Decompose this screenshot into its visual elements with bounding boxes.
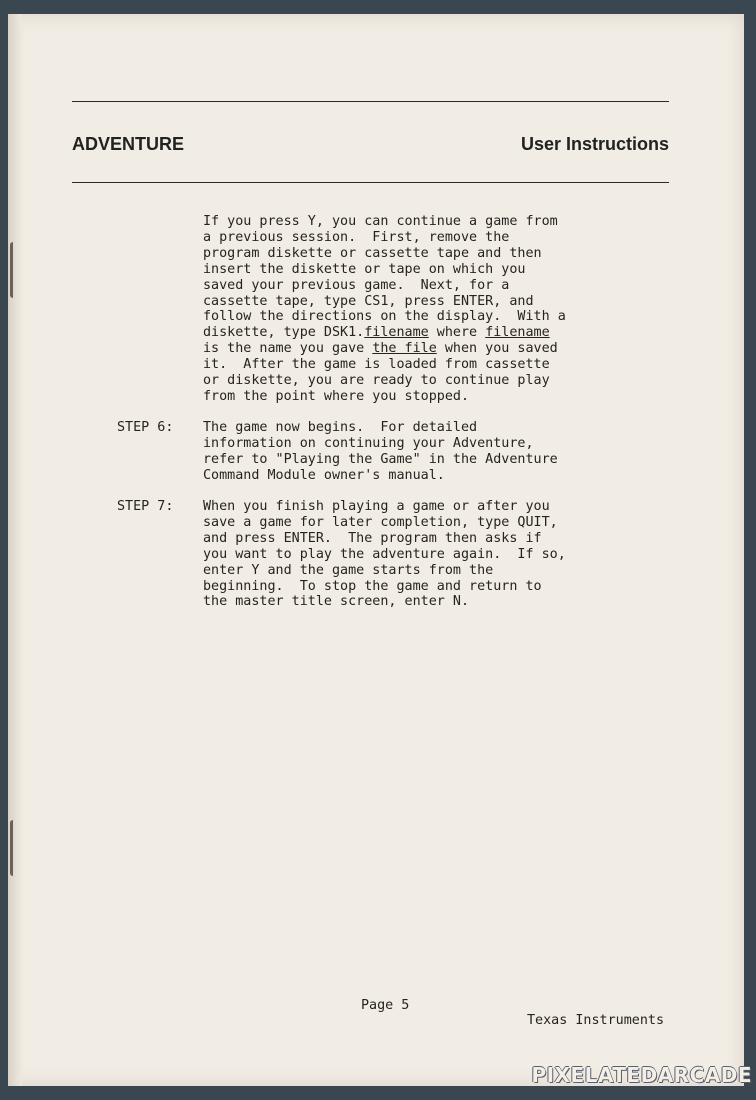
page-binding (8, 14, 22, 1086)
company-name: Texas Instruments (527, 1013, 665, 1028)
step6-line: The game now begins. For detailed (203, 420, 478, 435)
intro-line: it. After the game is loaded from cassette (203, 357, 550, 373)
top-staple (10, 242, 21, 298)
header-bottom-rule (72, 182, 669, 183)
step6-line: information on continuing your Adventure, (203, 435, 534, 451)
step7-line: When you finish playing a game or after you (203, 499, 550, 514)
intro-text: where (428, 325, 486, 341)
step7-label: STEP 7: (117, 499, 174, 514)
step6-label: STEP 6: (117, 420, 174, 435)
filename-term: filename (364, 325, 429, 341)
intro-text: diskette, type DSK1. (203, 325, 365, 341)
intro-line: cassette tape, type CS1, press ENTER, and (203, 293, 534, 309)
step6-line: refer to "Playing the Game" in the Adventure (203, 451, 558, 467)
intro-line: a previous session. First, remove the (203, 229, 510, 245)
page-number: Page 5 (361, 998, 410, 1013)
site-watermark: PIXELATEDARCADE (531, 1063, 752, 1087)
header-subtitle: User Instructions (520, 134, 669, 154)
intro-line (203, 341, 566, 357)
step7-line: enter Y and the game starts from the (203, 562, 494, 578)
intro-line: program diskette or cassette tape and then (203, 245, 542, 261)
step7-line: beginning. To stop the game and return to (203, 578, 542, 594)
intro-line: from the point where you stopped. (203, 388, 470, 404)
step7-line: the master title screen, enter N. (203, 594, 470, 610)
step6-line: Command Module owner's manual. (203, 467, 445, 483)
the-file-term: the file (372, 341, 437, 357)
step6-text (203, 420, 558, 484)
intro-text: when you saved (436, 341, 558, 357)
step7-line: you want to play the adventure again. If so, (203, 546, 566, 562)
intro-line: insert the diskette or tape on which you (203, 261, 526, 277)
manual-page (8, 14, 744, 1086)
intro-line (203, 325, 566, 341)
header-top-rule (72, 101, 669, 102)
header-title: ADVENTURE (72, 134, 185, 154)
intro-line: If you press Y, you can continue a game from (203, 214, 558, 229)
intro-line: follow the directions on the display. With a (203, 309, 566, 325)
intro-paragraph (203, 214, 566, 405)
intro-line: saved your previous game. Next, for a (203, 277, 510, 293)
step7-line: save a game for later completion, type QUIT, (203, 514, 558, 530)
bottom-staple (10, 820, 21, 876)
step7-text (203, 499, 566, 610)
intro-text: is the name you gave (203, 341, 373, 357)
step7-line: and press ENTER. The program then asks if (203, 530, 542, 546)
filename-term: filename (485, 325, 550, 341)
intro-line: or diskette, you are ready to continue play (203, 373, 550, 389)
